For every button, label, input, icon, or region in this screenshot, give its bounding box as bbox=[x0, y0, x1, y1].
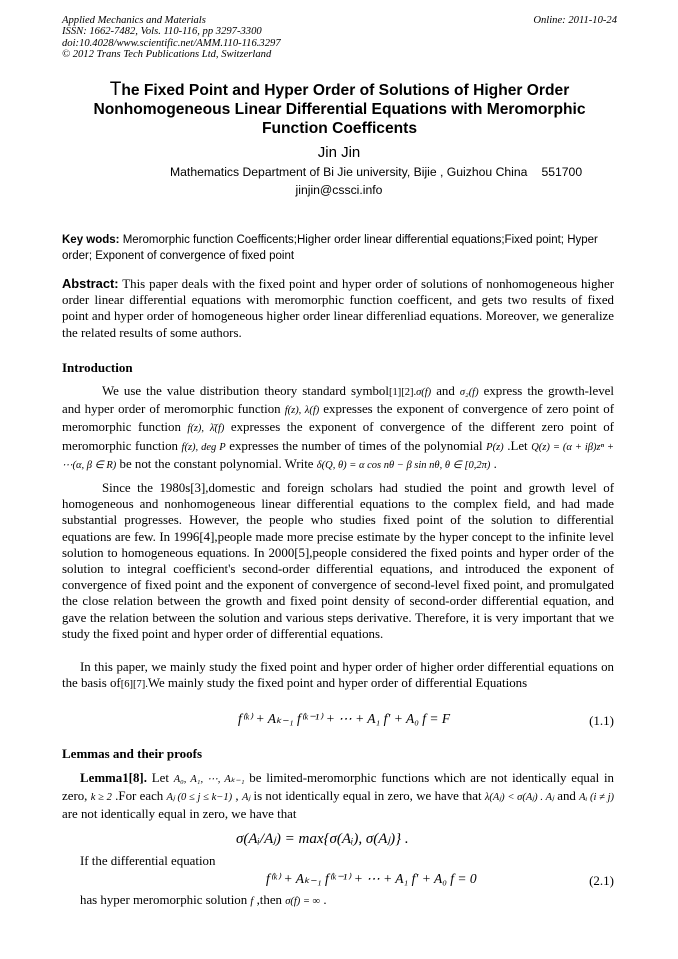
journal-header bbox=[62, 15, 617, 61]
p1-text-e: expresses the exponent of convergence of the different zero point of meromorphic function bbox=[62, 420, 614, 453]
affiliation-text: Mathematics Department of Bi Jie university, Bijie , Guizhou China bbox=[170, 165, 528, 179]
keywords-label: Key wods: bbox=[62, 234, 120, 246]
p1-math-6: P(z) bbox=[486, 441, 504, 453]
has-math-2: σ(f) = ∞ bbox=[285, 896, 321, 907]
online-date: Online: 2011-10-24 bbox=[533, 15, 617, 26]
p3-text-b: We mainly study the fixed point and hyper order of differential Equations bbox=[147, 676, 528, 691]
intro-paragraph-1 bbox=[62, 383, 614, 474]
author-name: Jin Jin bbox=[317, 144, 361, 161]
keywords bbox=[62, 233, 618, 264]
intro-paragraph-2: Since the 1980s[3],domestic and foreign scholars had studied the point and growth level of homogeneous and nonhomogeneous linear differential equations to the complex field, and had made substantial progresses. However, the people who studies fixed point of the solution to differential equations are few. In 1996[4],people made more precise estimate by the hyper concept to the infinite level solution to homogeneous equations. In 2000[5],people considered the fixed points and hyper order of the solution to integral coefficient's second-order differential equations, and introduced the exponent of convergence of fixed point and the exponent of convergence of second-level fixed point, and promulgated the close relation between the growth and fixed point density of second-order differential equation, and gave the relation between the solution and various steps derivative. Therefore, it is very important that we study the fixed point and hyper order of differential equations. bbox=[62, 481, 614, 641]
title-line3: Function Coefficents bbox=[261, 120, 418, 137]
lemma-1-math-2: k ≥ 2 bbox=[90, 792, 112, 804]
p1-text-b: and bbox=[431, 384, 460, 398]
p3-text-a: In this paper, we mainly study the fixed point and hyper order of higher order differential equations on the basis of bbox=[62, 660, 614, 691]
p1-math-3: f(z), λ(f) bbox=[284, 405, 320, 417]
abstract-label: Abstract: bbox=[62, 276, 119, 291]
abstract-text: This paper deals with the fixed point and hyper order of solutions of nonhomogeneous higher order linear differential equations with meromorphic function coefficent, and gets two results of fixed point and hyper order of homogeneous higher order linear differenliad equations. Moreover, we generalize the related results of some authors. bbox=[62, 277, 614, 340]
p1-text-a: We use the value distribution theory standard symbol bbox=[102, 384, 389, 398]
p1-text-g: .Let bbox=[503, 438, 532, 453]
issn-line: ISSN: 1662-7482, Vols. 110-116, pp 3297-3300 bbox=[62, 26, 262, 38]
author-email[interactable]: jinjin@cssci.info bbox=[295, 183, 383, 197]
title-line2: Nonhomogeneous Linear Differential Equations with Meromorphic bbox=[93, 101, 586, 118]
p1-math-7: Q(z) = (α + iβ)zⁿ + ⋯(α, β ∈ R) bbox=[62, 441, 614, 471]
p1-text-d: expresses the exponent of convergence of zero point of meromorphic function bbox=[62, 402, 614, 435]
lemma-1-text-f: and bbox=[553, 789, 580, 804]
lemma-1-math-5: λ(Aⱼ) < σ(Aⱼ) . Aⱼ bbox=[484, 792, 554, 804]
equation-max: σ(Aᵢ/Aⱼ) = max{σ(Aᵢ), σ(Aⱼ)} . bbox=[236, 831, 409, 847]
equation-2-1: f⁽ᵏ⁾ + Aₖ₋₁ f⁽ᵏ⁻¹⁾ + ⋯ + A₁ f′ + A₀ f = 0 bbox=[266, 871, 477, 886]
has-hyper-text bbox=[62, 892, 614, 910]
p1-text-f: expresses the number of times of the polynomial bbox=[225, 438, 487, 453]
lemma-1 bbox=[62, 770, 614, 823]
p3-refs: [6][7]. bbox=[120, 679, 148, 691]
p1-text-c: express the growth-level and hyper order of meromorphic function bbox=[62, 384, 614, 417]
has-math-1: f bbox=[250, 896, 254, 907]
affiliation-zip: 551700 bbox=[541, 165, 583, 179]
title-first-letter: T bbox=[109, 79, 122, 100]
abstract bbox=[62, 276, 614, 341]
lemma-1-text-a: Let bbox=[146, 771, 174, 785]
p1-refs: [1][2]. bbox=[388, 387, 417, 398]
lemma-1-text-d: , bbox=[232, 789, 242, 804]
section-heading-lemmas: Lemmas and their proofs bbox=[62, 746, 202, 761]
p1-math-1: σ(f) bbox=[416, 387, 432, 398]
p1-text-i: . bbox=[490, 456, 497, 471]
p1-math-5: f(z), deg P bbox=[181, 441, 226, 453]
lemma-1-math-1: A₀, A₁, ⋯, Aₖ₋₁ bbox=[173, 774, 245, 785]
p1-math-2: σ₂(f) bbox=[459, 387, 479, 398]
lemma-1-text-b: be limited-meromorphic functions which are not identically equal in zero, bbox=[62, 771, 614, 804]
title-line1: he Fixed Point and Hyper Order of Solutions of Higher Order bbox=[121, 82, 570, 99]
lemma-1-math-3: Aⱼ (0 ≤ j ≤ k−1) bbox=[166, 792, 233, 804]
has-text-c: . bbox=[320, 893, 327, 907]
equation-1-1: f⁽ᵏ⁾ + Aₖ₋₁ f⁽ᵏ⁻¹⁾ + ⋯ + A₁ f′ + A₀ f = F bbox=[238, 711, 451, 726]
equation-1-1-number: (1.1) bbox=[589, 713, 614, 728]
equation-2-1-number: (2.1) bbox=[589, 873, 614, 888]
keywords-text: Meromorphic function Coefficents;Higher order linear differential equations;Fixed point; Hyper order; Exponent of convergence of fixed point bbox=[62, 234, 598, 262]
if-text: If the differential equation bbox=[80, 854, 216, 868]
p1-math-8: δ(Q, θ) = α cos nθ − β sin nθ, θ ∈ [0,2π) bbox=[316, 459, 491, 471]
intro-paragraph-3 bbox=[62, 659, 614, 693]
section-heading-introduction: Introduction bbox=[62, 360, 133, 375]
lemma-1-text-c: .For each bbox=[111, 789, 167, 804]
lemma-1-label: Lemma1[8]. bbox=[80, 771, 147, 785]
has-text-b: ,then bbox=[253, 893, 286, 907]
author-affiliation bbox=[170, 165, 582, 179]
copyright-line: © 2012 Trans Tech Publications Ltd, Switzerland bbox=[62, 49, 272, 61]
has-text-a: has hyper meromorphic solution bbox=[80, 893, 251, 907]
lemma-1-text-e: is not identically equal in zero, we have that bbox=[250, 789, 485, 804]
lemma-1-math-6: Aᵢ (i ≠ j) bbox=[579, 792, 614, 804]
p1-text-h: be not the constant polynomial. Write bbox=[116, 456, 317, 471]
paper-title bbox=[62, 80, 617, 138]
lemma-1-text-g: are not identically equal in zero, we have that bbox=[62, 807, 297, 822]
lemma-1-math-4: Aⱼ bbox=[241, 792, 251, 804]
journal-name: Applied Mechanics and Materials bbox=[62, 15, 206, 26]
p1-math-4: f(z), λ̄(f) bbox=[187, 423, 225, 435]
doi-line: doi:10.4028/www.scientific.net/AMM.110-116.3297 bbox=[62, 37, 281, 49]
